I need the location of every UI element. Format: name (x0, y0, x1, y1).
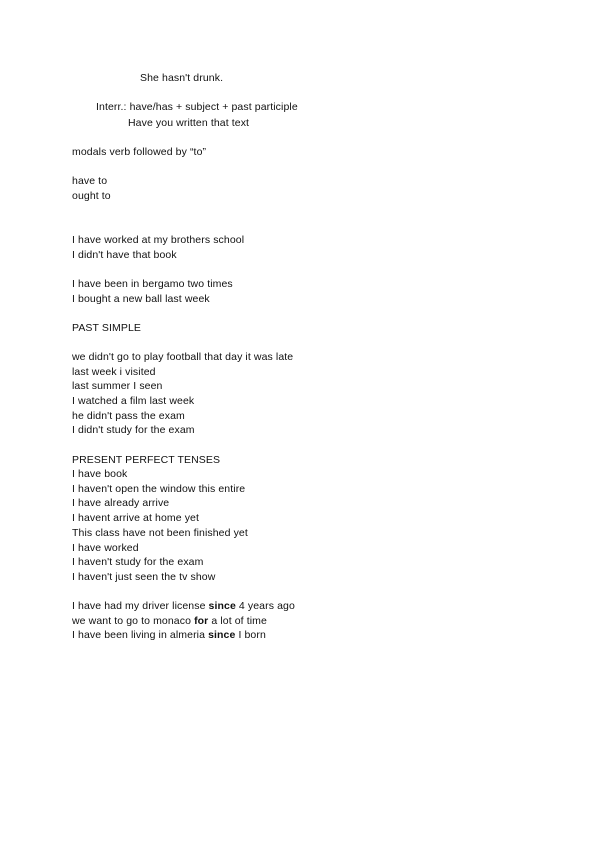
sentence-text: I have had my driver license (72, 600, 209, 612)
since-for-sentence (72, 599, 295, 613)
modals-heading-line: modals verb followed by “to” (72, 146, 207, 158)
present-perfect-sentence: I have already arrive (72, 497, 170, 509)
keyword-since: since (208, 629, 236, 641)
past-simple-sentence: I didn't study for the exam (72, 424, 195, 436)
sentence-text: a lot of time (208, 615, 267, 627)
past-simple-heading: PAST SIMPLE (72, 322, 141, 334)
modal-have-to-line: have to (72, 175, 108, 187)
interrogative-rule-line: Interr.: have/has + subject + past participle (96, 101, 298, 113)
since-for-sentence (72, 628, 266, 642)
past-simple-sentence: I watched a film last week (72, 395, 195, 407)
sentence-text: I have been living in almeria (72, 629, 209, 641)
present-perfect-sentence: I haven't open the window this entire (72, 483, 246, 495)
sentence-text: 4 years ago (235, 600, 295, 612)
past-simple-sentence: last week i visited (72, 366, 156, 378)
example-negative-line: She hasn't drunk. (140, 72, 224, 84)
present-perfect-sentence: This class have not been finished yet (72, 527, 248, 539)
modal-ought-to-line: ought to (72, 190, 111, 202)
sentence-text: we want to go to monaco (72, 615, 195, 627)
past-simple-sentence: last summer I seen (72, 380, 163, 392)
present-perfect-heading: PRESENT PERFECT TENSES (72, 454, 221, 466)
present-perfect-sentence: I have book (72, 468, 128, 480)
since-for-sentence (72, 614, 267, 628)
sentence-line: I have been in bergamo two times (72, 278, 233, 290)
sentence-line: I bought a new ball last week (72, 293, 210, 305)
keyword-for: for (194, 615, 209, 627)
present-perfect-sentence: I havent arrive at home yet (72, 512, 200, 524)
sentence-text: I born (235, 629, 266, 641)
interrogative-example-line: Have you written that text (128, 117, 250, 129)
past-simple-sentence: we didn't go to play football that day it was late (72, 351, 294, 363)
keyword-since: since (208, 600, 236, 612)
present-perfect-sentence: I haven't study for the exam (72, 556, 204, 568)
sentence-line: I didn't have that book (72, 249, 177, 261)
sentence-line: I have worked at my brothers school (72, 234, 245, 246)
past-simple-sentence: he didn't pass the exam (72, 410, 185, 422)
present-perfect-sentence: I have worked (72, 542, 139, 554)
present-perfect-sentence: I haven't just seen the tv show (72, 571, 216, 583)
